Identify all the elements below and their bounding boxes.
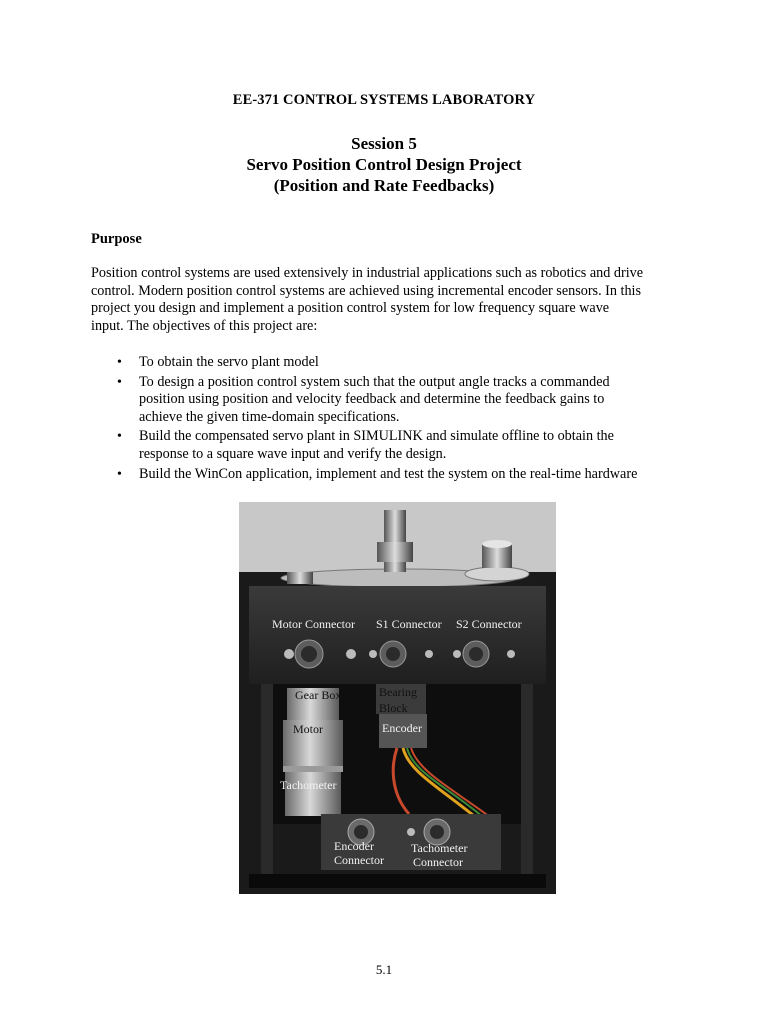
page-number: 5.1	[375, 962, 393, 977]
output-shaft	[384, 510, 406, 572]
list-item-line: Build the compensated servo plant in SIMULINK and simulate offline to obtain the	[139, 428, 614, 445]
list-item-line: Build the WinCon application, implement and test the system on the real-time hardware	[139, 465, 638, 482]
tachometer-connector-label: Tachometer	[411, 841, 468, 855]
paragraph-line: control. Modern position control systems are achieved using incremental encoder sensors. In this	[91, 282, 642, 299]
motor-connector-label: Motor Connector	[272, 617, 355, 631]
bullet-glyph: •	[117, 429, 122, 445]
tachometer	[285, 770, 341, 816]
motor-label: Motor	[293, 722, 323, 736]
list-item-line: achieve the given time-domain specifications.	[139, 408, 400, 425]
paragraph-line: project you design and implement a position control system for low frequency square wave	[91, 300, 610, 317]
paragraph-line: input. The objectives of this project are:	[91, 317, 318, 334]
list-item-line: position using position and velocity feedback and determine the feedback gains to	[139, 391, 605, 408]
project-title: Servo Position Control Design Project	[246, 155, 522, 174]
session-title: Session 5	[351, 134, 417, 153]
title-block	[0, 133, 768, 196]
list-item	[91, 374, 691, 427]
small-gear	[465, 567, 529, 581]
objectives-list	[91, 354, 691, 485]
list-item-line: To obtain the servo plant model	[139, 354, 319, 370]
paragraph-line: Position control systems are used extensively in industrial applications such as robotics and drive	[91, 265, 644, 281]
tachometer-label: Tachometer	[280, 778, 337, 792]
bearing-label: Bearing	[379, 685, 417, 699]
tachometer-connector-label-line2: Connector	[413, 855, 463, 869]
block-label: Block	[379, 701, 408, 715]
bullet-glyph: •	[117, 374, 122, 390]
list-item	[91, 354, 691, 372]
bullet-glyph: •	[117, 466, 122, 482]
encoder-connector-label: Encoder	[334, 839, 374, 853]
encoder-label: Encoder	[382, 721, 422, 735]
project-subtitle: (Position and Rate Feedbacks)	[273, 176, 495, 195]
encoder-connector-label-line2: Connector	[334, 853, 384, 867]
gear-box-label: Gear Box	[295, 688, 342, 702]
list-item	[91, 428, 691, 463]
connector-panel	[249, 586, 546, 684]
servo-plant-photo	[239, 502, 556, 894]
s2-connector-label: S2 Connector	[456, 617, 522, 631]
course-title: EE-371 CONTROL SYSTEMS LABORATORY	[232, 92, 536, 108]
list-item-line: To design a position control system such that the output angle tracks a commanded	[139, 373, 610, 390]
list-item	[91, 466, 691, 484]
list-item-line: response to a square wave input and verify the design.	[139, 445, 447, 462]
purpose-heading: Purpose	[91, 231, 142, 247]
s1-connector-label: S1 Connector	[376, 617, 442, 631]
bullet-glyph: •	[117, 355, 122, 370]
purpose-paragraph	[91, 265, 691, 335]
